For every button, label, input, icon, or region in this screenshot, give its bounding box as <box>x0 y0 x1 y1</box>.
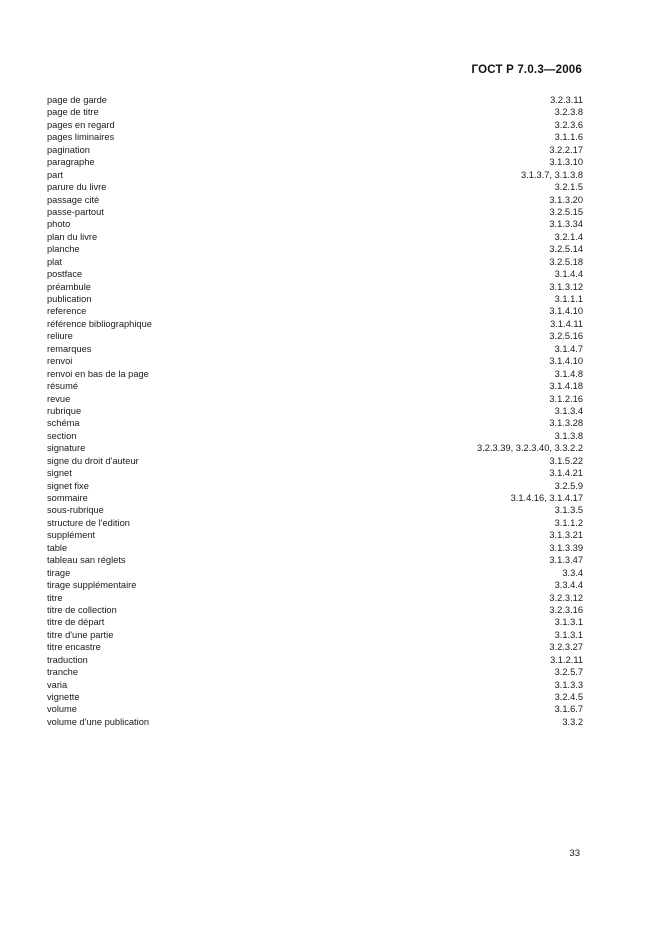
index-entry <box>47 218 583 230</box>
index-entry <box>47 691 583 703</box>
index-term: signet fixe <box>47 480 89 491</box>
index-reference: 3.2.2.17 <box>549 144 583 155</box>
index-reference: 3.1.4.10 <box>549 356 583 367</box>
index-reference: 3.1.5.22 <box>549 455 583 466</box>
index-term: tirage <box>47 567 71 578</box>
index-term: signe du droit d'auteur <box>47 455 139 466</box>
index-entry <box>47 106 583 118</box>
index-entry <box>47 517 583 529</box>
index-term: titre de collection <box>47 604 117 615</box>
page-number: 33 <box>569 848 580 859</box>
index-term: signet <box>47 468 72 479</box>
index-entry <box>47 492 583 504</box>
index-entry <box>47 380 583 392</box>
index-entry <box>47 144 583 156</box>
index-reference: 3.1.4.16, 3.1.4.17 <box>510 493 583 503</box>
index-reference: 3.1.3.1 <box>554 629 583 640</box>
index-reference: 3.2.5.9 <box>554 480 583 491</box>
index-reference: 3.1.3.28 <box>549 418 583 429</box>
index-entry <box>47 405 583 417</box>
index-term: tableau san réglets <box>47 555 126 566</box>
index-term: paragraphe <box>47 157 95 168</box>
index-reference: 3.1.4.21 <box>549 468 583 479</box>
index-reference: 3.2.3.39, 3.2.3.40, 3.3.2.2 <box>477 443 583 454</box>
index-term: plat <box>47 256 62 267</box>
index-entry <box>47 293 583 305</box>
index-term: traduction <box>47 654 88 665</box>
index-reference: 3.1.3.39 <box>549 542 583 553</box>
index-entry <box>47 330 583 342</box>
index-term: section <box>47 430 77 441</box>
index-reference: 3.1.3.3 <box>554 679 583 690</box>
index-reference: 3.1.4.18 <box>549 381 583 392</box>
index-reference: 3.1.2.11 <box>550 654 583 665</box>
index-term: reference <box>47 306 87 317</box>
index-term: revue <box>47 393 71 404</box>
index-term: publication <box>47 294 92 304</box>
index-reference: 3.1.6.7 <box>554 704 583 715</box>
index-entry <box>47 206 583 218</box>
index-entry <box>47 417 583 429</box>
index-reference: 3.1.3.20 <box>549 194 583 205</box>
index-entry <box>47 641 583 653</box>
index-term: passe-partout <box>47 206 104 217</box>
index-term: varia <box>47 679 68 690</box>
index-entry <box>47 716 583 728</box>
index-entry <box>47 467 583 479</box>
index-term: titre encastre <box>47 642 101 653</box>
index-entry <box>47 480 583 492</box>
index-reference: 3.2.5.14 <box>549 244 583 255</box>
index-entry <box>47 529 583 541</box>
index-entry <box>47 542 583 554</box>
index-entry <box>47 554 583 566</box>
index-entry <box>47 504 583 516</box>
index-reference: 3.2.4.5 <box>554 692 583 702</box>
index-entry <box>47 343 583 355</box>
index-term: référence bibliographique <box>47 318 152 329</box>
index-entry <box>47 616 583 628</box>
index-entry <box>47 604 583 616</box>
index-term: renvoi <box>47 356 73 367</box>
index-entry <box>47 679 583 691</box>
index-entry <box>47 194 583 206</box>
index-term: vignette <box>47 692 80 702</box>
index-entry <box>47 231 583 243</box>
index-entry <box>47 94 583 106</box>
index-reference: 3.1.3.47 <box>549 555 583 566</box>
index-term: parure du livre <box>47 182 107 193</box>
index-term: part <box>47 169 64 180</box>
index-term: passage cité <box>47 194 100 205</box>
index-term: volume d'une publication <box>47 716 150 727</box>
index-entry <box>47 119 583 131</box>
index-entry <box>47 318 583 330</box>
index-term: photo <box>47 219 71 230</box>
index-term: postface <box>47 269 83 280</box>
index-entry <box>47 567 583 579</box>
index-reference: 3.1.3.4 <box>554 405 583 416</box>
index-entry <box>47 268 583 280</box>
index-entry <box>47 156 583 168</box>
index-entry <box>47 592 583 604</box>
index-term: pages liminaires <box>47 132 115 143</box>
standard-designation: ГОСТ Р 7.0.3—2006 <box>471 64 582 76</box>
index-entry <box>47 256 583 268</box>
index-reference: 3.1.4.11 <box>550 318 583 329</box>
index-reference: 3.3.4 <box>562 567 583 578</box>
index-reference: 3.2.3.6 <box>554 119 583 130</box>
index-reference: 3.3.2 <box>562 716 583 727</box>
index-term: sous-rubrique <box>47 505 104 516</box>
index-reference: 3.1.1.1 <box>554 294 583 304</box>
term-index-list <box>47 94 583 728</box>
index-term: rubrique <box>47 405 82 416</box>
index-reference: 3.1.4.10 <box>549 306 583 317</box>
index-reference: 3.1.3.10 <box>549 157 583 168</box>
index-reference: 3.1.3.8 <box>554 430 583 441</box>
index-reference: 3.1.3.21 <box>549 530 583 541</box>
index-term: résumé <box>47 381 79 392</box>
index-reference: 3.2.5.16 <box>549 331 583 342</box>
index-term: remarques <box>47 343 92 354</box>
index-term: planche <box>47 244 80 255</box>
index-term: titre de départ <box>47 617 105 628</box>
index-reference: 3.2.1.5 <box>554 182 583 193</box>
index-entry <box>47 181 583 193</box>
index-entry <box>47 281 583 293</box>
index-entry <box>47 579 583 591</box>
index-entry <box>47 393 583 405</box>
index-term: page de titre <box>47 107 99 118</box>
index-entry <box>47 169 583 181</box>
index-term: renvoi en bas de la page <box>47 368 149 379</box>
index-reference: 3.2.5.18 <box>549 256 583 267</box>
index-reference: 3.2.3.11 <box>550 95 583 105</box>
index-reference: 3.1.3.7, 3.1.3.8 <box>520 169 583 180</box>
index-entry <box>47 703 583 715</box>
index-entry <box>47 131 583 143</box>
index-entry <box>47 455 583 467</box>
index-term: pages en regard <box>47 119 115 130</box>
index-reference: 3.2.1.4 <box>554 231 583 242</box>
index-entry <box>47 355 583 367</box>
index-reference: 3.1.4.7 <box>554 343 583 354</box>
index-reference: 3.2.3.16 <box>549 604 583 615</box>
index-entry <box>47 442 583 454</box>
index-term: tranche <box>47 667 79 678</box>
index-reference: 3.2.3.27 <box>549 642 583 653</box>
index-term: plan du livre <box>47 231 98 242</box>
index-entry <box>47 654 583 666</box>
index-reference: 3.1.1.2 <box>554 517 583 528</box>
index-entry <box>47 666 583 678</box>
index-term: supplément <box>47 530 96 541</box>
index-term: pagination <box>47 144 90 155</box>
index-reference: 3.1.3.12 <box>549 281 583 292</box>
index-term: page de garde <box>47 95 107 105</box>
index-reference: 3.1.3.34 <box>549 219 583 230</box>
index-term: schéma <box>47 418 80 429</box>
index-reference: 3.3.4.4 <box>554 580 583 591</box>
index-term: volume <box>47 704 77 715</box>
index-term: structure de l'edition <box>47 517 130 528</box>
index-term: titre d'une partie <box>47 629 114 640</box>
index-term: sommaire <box>47 493 88 503</box>
index-entry <box>47 430 583 442</box>
index-term: titre <box>47 592 63 603</box>
index-reference: 3.1.1.6 <box>554 132 583 143</box>
index-reference: 3.2.5.7 <box>554 667 583 678</box>
index-reference: 3.1.3.1 <box>554 617 583 628</box>
index-reference: 3.1.4.8 <box>554 368 583 379</box>
index-entry <box>47 629 583 641</box>
index-term: préambule <box>47 281 91 292</box>
index-term: table <box>47 542 68 553</box>
index-term: tirage supplémentaire <box>47 580 137 591</box>
index-term: signature <box>47 443 86 454</box>
index-entry <box>47 305 583 317</box>
index-term: reliure <box>47 331 73 342</box>
index-reference: 3.1.2.16 <box>549 393 583 404</box>
index-reference: 3.2.5.15 <box>549 206 583 217</box>
index-reference: 3.1.4.4 <box>554 269 583 280</box>
index-reference: 3.1.3.5 <box>554 505 583 516</box>
index-entry <box>47 368 583 380</box>
index-reference: 3.2.3.8 <box>554 107 583 118</box>
index-reference: 3.2.3.12 <box>549 592 583 603</box>
index-entry <box>47 243 583 255</box>
